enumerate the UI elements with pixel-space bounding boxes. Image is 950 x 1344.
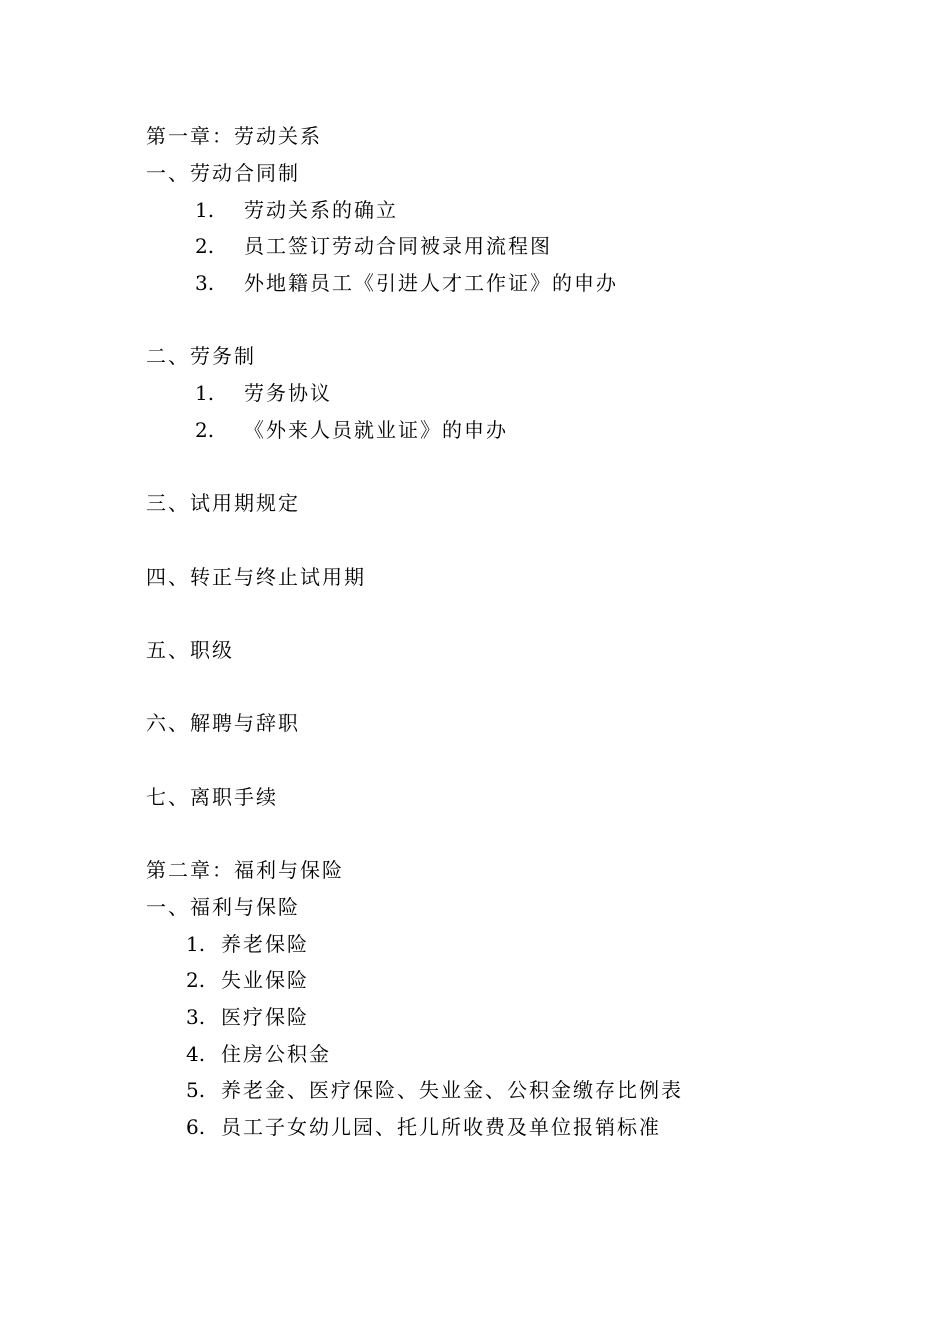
item-text: 员工子女幼儿园、托儿所收费及单位报销标准 <box>221 1115 661 1139</box>
section-title: 二、劳务制 <box>146 344 256 368</box>
item-number: 2. <box>195 418 215 442</box>
item-text: 医疗保险 <box>221 1005 309 1029</box>
section-title: 一、劳动合同制 <box>146 161 300 185</box>
item-number: 4. <box>186 1042 206 1066</box>
item-text: 住房公积金 <box>221 1042 331 1066</box>
item-text: 劳动关系的确立 <box>244 198 398 222</box>
item-text: 外地籍员工《引进人才工作证》的申办 <box>244 271 618 295</box>
item-number: 1. <box>195 198 215 222</box>
chapter-title: 第一章：劳动关系 <box>146 124 322 148</box>
item-text: 养老保险 <box>221 932 309 956</box>
item-text: 员工签订劳动合同被录用流程图 <box>244 234 552 258</box>
item-text: 养老金、医疗保险、失业金、公积金缴存比例表 <box>221 1078 683 1102</box>
section-title: 七、离职手续 <box>146 785 278 809</box>
section-title: 五、职级 <box>146 638 234 662</box>
section-title: 一、福利与保险 <box>146 895 300 919</box>
item-number: 1. <box>186 932 206 956</box>
item-number: 2. <box>195 234 215 258</box>
item-number: 2. <box>186 968 206 992</box>
item-number: 6. <box>186 1115 206 1139</box>
section-title: 四、转正与终止试用期 <box>146 565 366 589</box>
item-number: 1. <box>195 381 215 405</box>
item-number: 5. <box>186 1078 206 1102</box>
item-number: 3. <box>195 271 215 295</box>
item-text: 失业保险 <box>221 968 309 992</box>
section-title: 三、试用期规定 <box>146 491 300 515</box>
chapter-title: 第二章：福利与保险 <box>146 858 344 882</box>
section-title: 六、解聘与辞职 <box>146 711 300 735</box>
item-text: 《外来人员就业证》的申办 <box>244 418 508 442</box>
item-text: 劳务协议 <box>244 381 332 405</box>
item-number: 3. <box>186 1005 206 1029</box>
